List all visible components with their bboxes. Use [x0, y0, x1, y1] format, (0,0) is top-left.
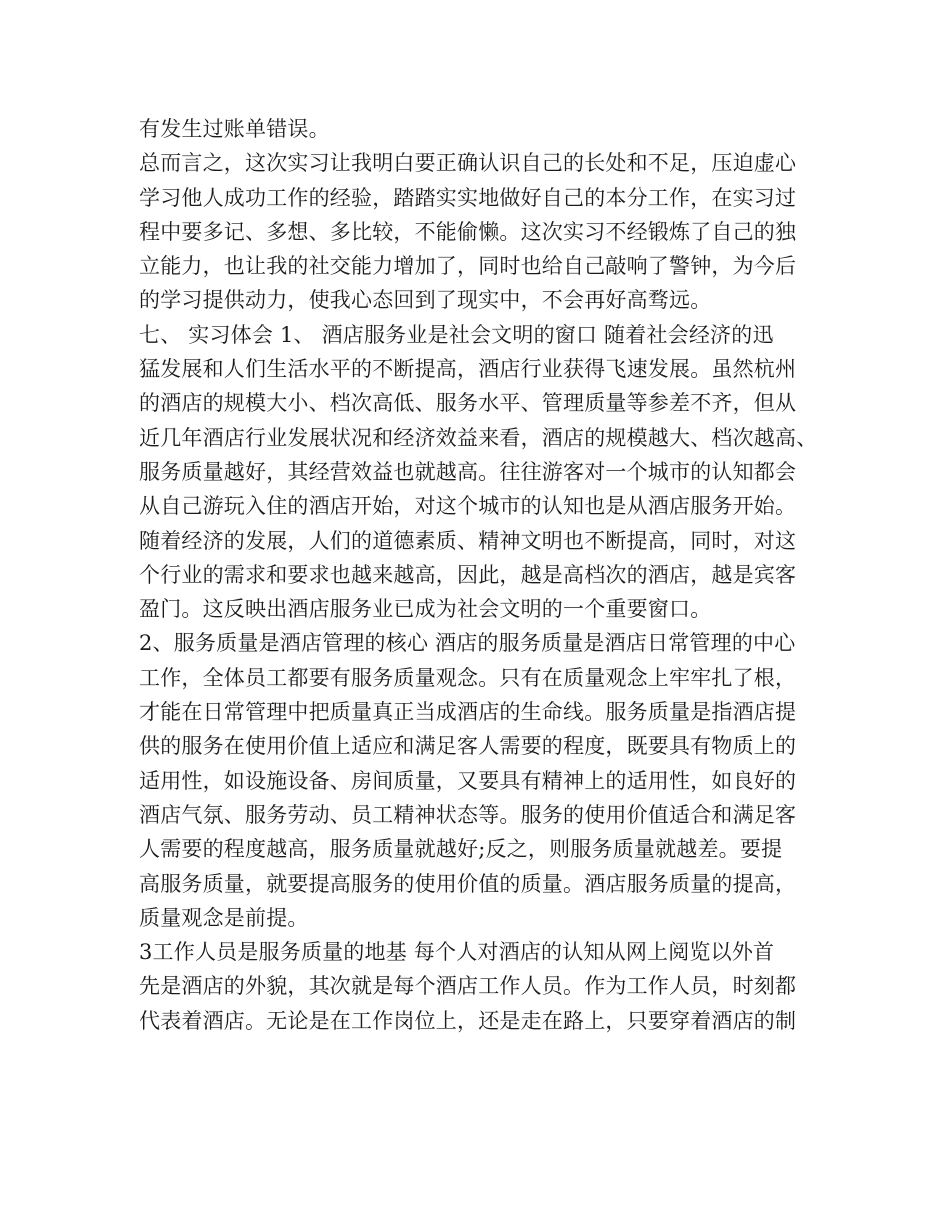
text-line: 有发生过账单错误。 — [139, 117, 330, 141]
text-line: 酒店气氛、服务劳动、员工精神状态等。服务的使用价值适合和满足客 — [139, 802, 797, 827]
text-line: 近几年酒店行业发展状况和经济效益来看，酒店的规模越大、档次越高、 — [139, 425, 818, 450]
body-text — [139, 112, 839, 1038]
text-line: 供的服务在使用价值上适应和满足客人需要的程度，既要具有物质上的 — [139, 734, 797, 759]
text-line: 人需要的程度越高，服务质量就越好;反之，则服务质量就越差。要提 — [139, 837, 783, 862]
text-line: 才能在日常管理中把质量真正当成酒店的生命线。服务质量是指酒店提 — [139, 700, 797, 725]
text-line: 程中要多记、多想、多比较，不能偷懒。这次实习不经锻炼了自己的独 — [139, 219, 797, 244]
text-line: 质量观念是前提。 — [139, 905, 309, 930]
text-line: 工作，全体员工都要有服务质量观念。只有在质量观念上牢牢扎了根， — [139, 665, 797, 690]
subsection-line: 2、服务质量是酒店管理的核心 酒店的服务质量是酒店日常管理的中心 — [139, 631, 796, 656]
subsection-line: 3工作人员是服务质量的地基 每个人对酒店的认知从网上阅览以外首 — [139, 940, 775, 965]
text-line: 先是酒店的外貌，其次就是每个酒店工作人员。作为工作人员，时刻都 — [139, 974, 797, 999]
text-line: 随着经济的发展，人们的道德素质、精神文明也不断提高，同时，对这 — [139, 528, 797, 553]
text-line: 的学习提供动力，使我心态回到了现实中，不会再好高骛远。 — [139, 288, 712, 313]
text-line: 学习他人成功工作的经验，踏踏实实地做好自己的本分工作，在实习过 — [139, 185, 797, 210]
text-line: 代表着酒店。无论是在工作岗位上，还是走在路上，只要穿着酒店的制 — [139, 1008, 797, 1033]
text-line: 适用性，如设施设备、房间质量，又要具有精神上的适用性，如良好的 — [139, 768, 797, 793]
text-line: 盈门。这反映出酒店服务业已成为社会文明的一个重要窗口。 — [139, 597, 712, 622]
text-line: 猛发展和人们生活水平的不断提高，酒店行业获得飞速发展。虽然杭州 — [139, 357, 797, 382]
section-heading-line: 七、 实习体会 1、 酒店服务业是社会文明的窗口 随着社会经济的迅 — [139, 322, 774, 347]
text-line: 立能力，也让我的社交能力增加了，同时也给自己敲响了警钟，为今后 — [139, 254, 797, 279]
text-line: 个行业的需求和要求也越来越高，因此，越是高档次的酒店，越是宾客 — [139, 562, 797, 587]
text-line: 高服务质量，就要提高服务的使用价值的质量。酒店服务质量的提高， — [139, 871, 797, 896]
text-line: 的酒店的规模大小、档次高低、服务水平、管理质量等参差不齐，但从 — [139, 391, 797, 416]
text-line: 服务质量越好，其经营效益也就越高。往往游客对一个城市的认知都会 — [139, 459, 797, 484]
text-line: 从自己游玩入住的酒店开始，对这个城市的认知也是从酒店服务开始。 — [139, 494, 797, 519]
text-line: 总而言之，这次实习让我明白要正确认识自己的长处和不足，压迫虚心 — [139, 151, 797, 176]
